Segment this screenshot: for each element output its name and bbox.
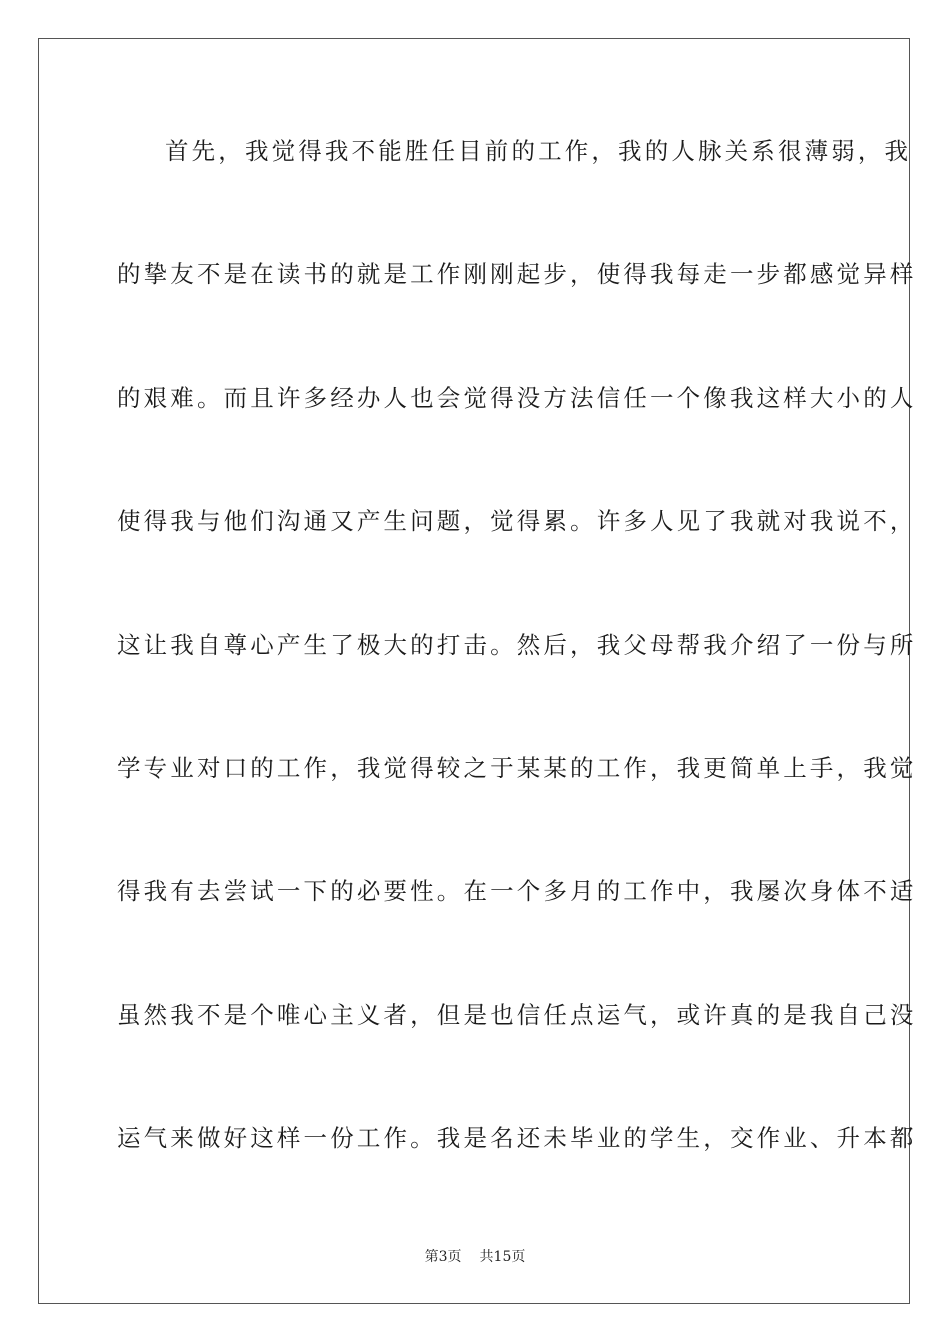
page-total: 共15页 — [479, 1249, 526, 1265]
paragraph-line: 首先，我觉得我不能胜任目前的工作，我的人脉关系很薄弱，我 — [165, 137, 912, 165]
page-footer — [0, 1248, 950, 1266]
paragraph-line: 这让我自尊心产生了极大的打击。然后，我父母帮我介绍了一份与所 — [117, 630, 917, 659]
paragraph-line: 学专业对口的工作，我觉得较之于某某的工作，我更简单上手，我觉 — [117, 753, 917, 782]
page-number: 第3页 — [424, 1249, 462, 1265]
paragraph-line: 运气来做好这样一份工作。我是名还未毕业的学生，交作业、升本都 — [117, 1124, 917, 1153]
paragraph-line: 虽然我不是个唯心主义者，但是也信任点运气，或许真的是我自己没 — [117, 1000, 917, 1029]
document-body — [117, 127, 917, 1238]
paragraph-line: 的挚友不是在读书的就是工作刚刚起步，使得我每走一步都感觉异样 — [117, 260, 917, 289]
paragraph-line: 得我有去尝试一下的必要性。在一个多月的工作中，我屡次身体不适 — [117, 877, 917, 906]
paragraph-line: 使得我与他们沟通又产生问题，觉得累。许多人见了我就对我说不， — [117, 507, 917, 536]
paragraph-line: 的艰难。而且许多经办人也会觉得没方法信任一个像我这样大小的人 — [117, 383, 917, 412]
